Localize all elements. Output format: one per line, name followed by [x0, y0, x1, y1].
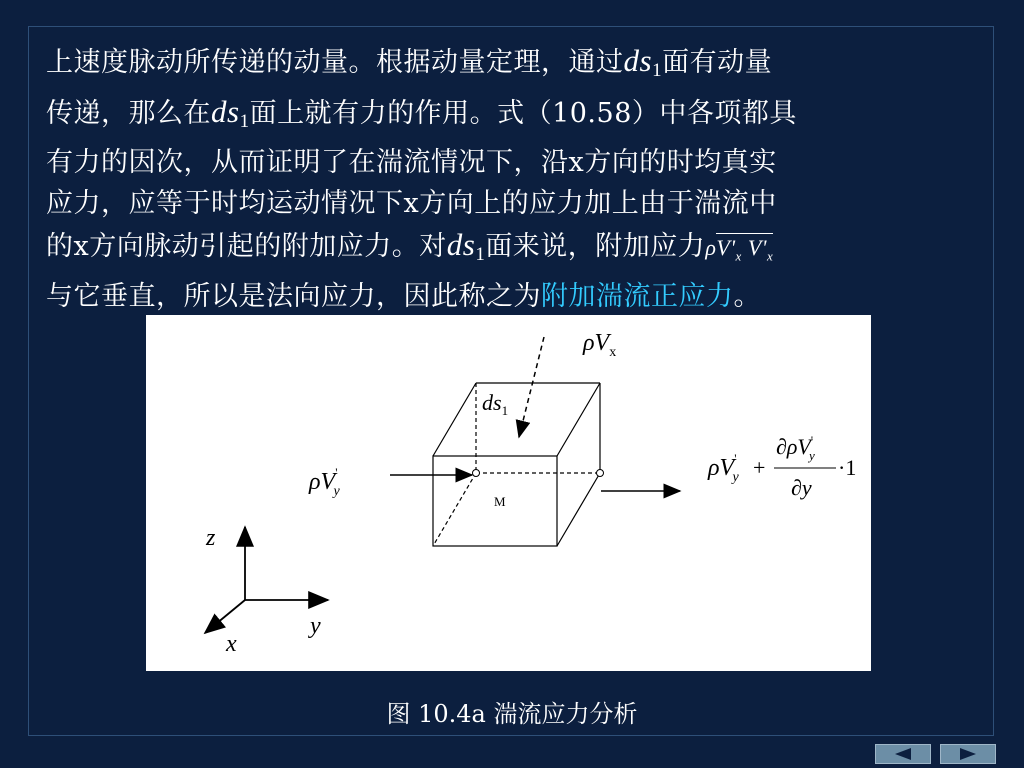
triangle-left-icon	[893, 747, 913, 761]
paragraph-line-3: 有力的因次，从而证明了在湍流情况下，沿x方向的时均真实	[46, 147, 777, 178]
axis-z-label: z	[206, 525, 216, 551]
next-slide-button[interactable]	[940, 744, 996, 764]
ds1-symbol: $ds_1$	[211, 94, 250, 132]
body-paragraph	[46, 40, 986, 317]
figure-diagram	[146, 315, 871, 671]
text-segment: 面有动量	[662, 47, 773, 78]
text-segment: 面来说，附加应力	[485, 231, 706, 262]
paragraph-line-4: 应力，应等于时均运动情况下x方向上的应力加上由于湍流中	[46, 188, 777, 219]
entry-point	[473, 470, 480, 477]
paragraph-line-5	[46, 224, 986, 276]
paragraph-line-2	[46, 91, 986, 142]
paragraph-line-1	[46, 40, 986, 91]
turbulent-stress-figure	[146, 315, 871, 671]
prev-slide-button[interactable]	[875, 744, 931, 764]
axis-y-label: y	[310, 613, 321, 639]
highlighted-term: 附加湍流正应力	[541, 281, 734, 313]
ds1-symbol: $ds_1$	[446, 227, 486, 265]
triangle-right-icon	[958, 747, 978, 761]
m-label: M	[494, 494, 506, 509]
partial-numerator: ∂ρV' y	[776, 433, 815, 463]
text-segment: 面上就有力的作用。式（10.58）中各项都具	[249, 98, 797, 129]
rho-vy-left-label: ρV' y	[309, 465, 340, 499]
text-segment: 与它垂直，所以是法向应力，因此称之为	[46, 281, 541, 313]
text-segment: 。	[733, 281, 761, 313]
ds1-symbol: $ds_1$	[623, 43, 663, 81]
ds1-label: $ds_1$	[482, 390, 509, 418]
text-segment: 上速度脉动所传递的动量。根据动量定理，通过	[46, 47, 624, 78]
cube	[433, 383, 600, 546]
axis-x-label: x	[226, 631, 237, 657]
incoming-x-flux-arrow	[519, 337, 544, 437]
plus-sign: +	[753, 455, 766, 480]
rho-vy-right-label: ρV' y	[708, 451, 739, 485]
dot-one: ·1	[838, 455, 857, 480]
text-segment: 的x方向脉动引起的附加应力。对	[46, 231, 447, 262]
exit-point	[597, 470, 604, 477]
paragraph-line-6	[46, 276, 986, 317]
figure-caption: 图 10.4a 湍流应力分析	[386, 700, 638, 728]
rho-vx-label: $\rho V_x$	[583, 330, 617, 360]
partial-denominator: ∂y	[791, 475, 812, 500]
text-segment: 传递，那么在	[46, 98, 211, 129]
reynolds-stress-expression: $\rho V'_x$ $V'_x$	[705, 235, 774, 264]
